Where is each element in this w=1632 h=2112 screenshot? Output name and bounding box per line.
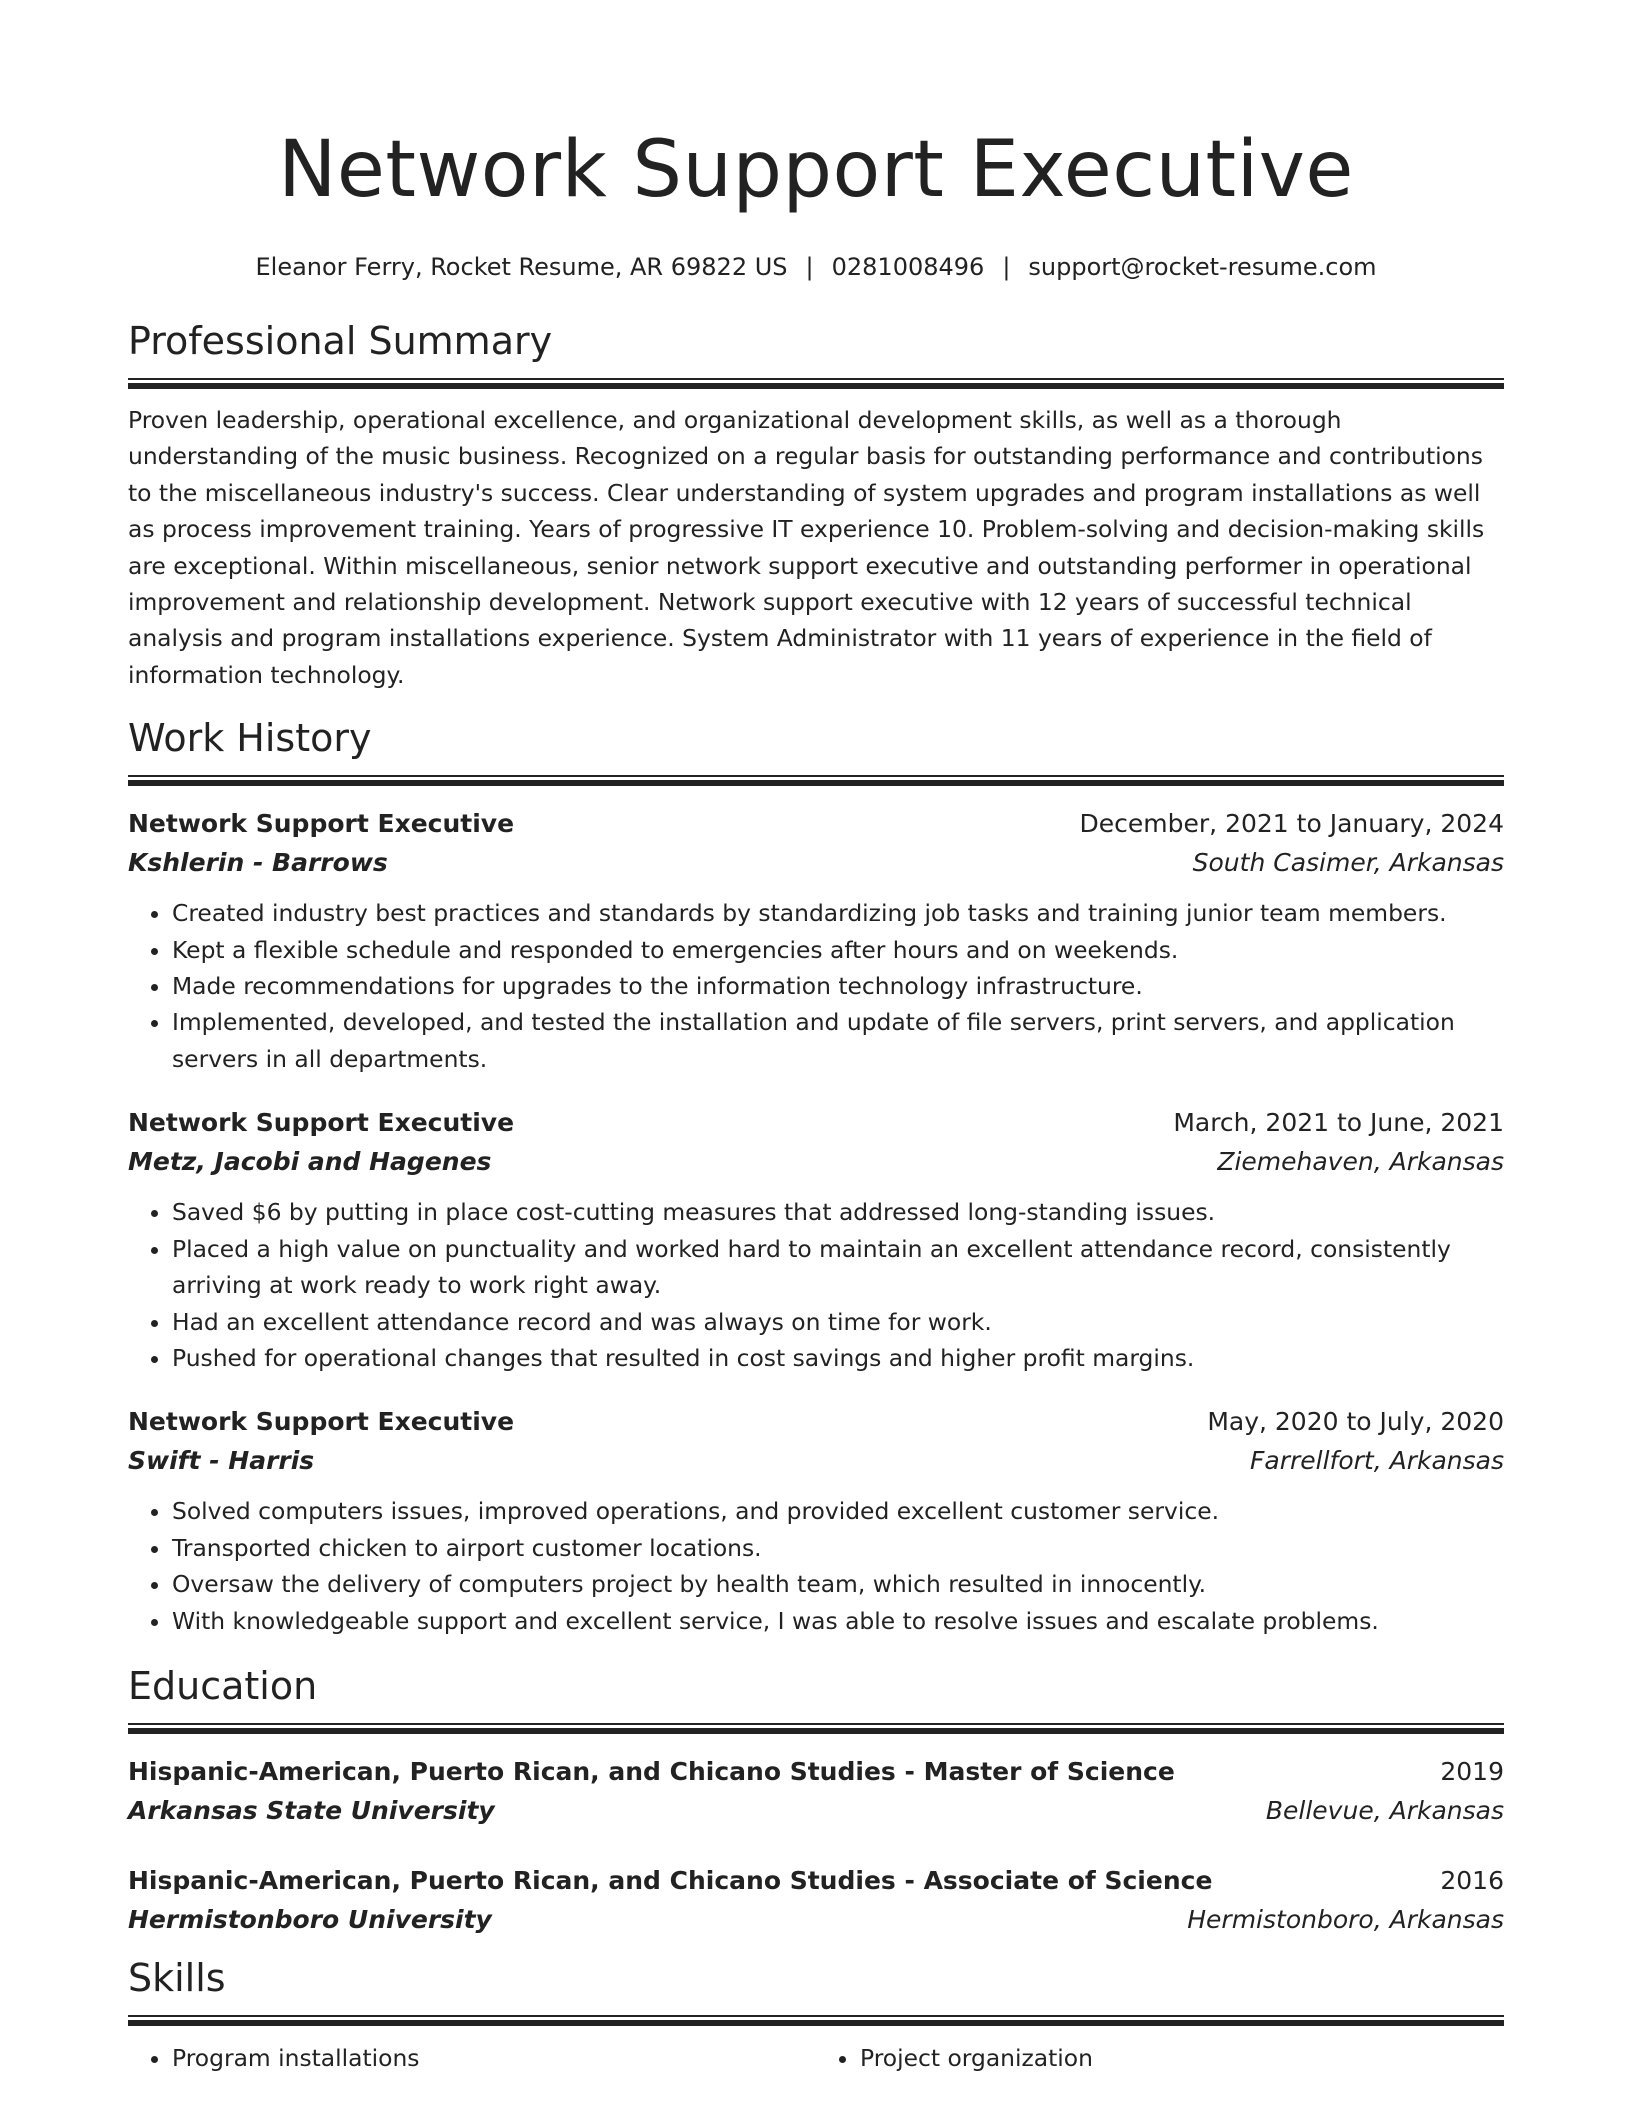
contact-address: Eleanor Ferry, Rocket Resume, AR 69822 US bbox=[255, 253, 788, 281]
job-location: Ziemehaven, Arkansas bbox=[1217, 1147, 1504, 1177]
section-rule bbox=[128, 378, 1504, 389]
job-location: Farrellfort, Arkansas bbox=[1250, 1446, 1504, 1476]
list-item: • Implemented, developed, and tested the installation and update of file servers, print servers, and application servers in all departments. bbox=[172, 1004, 1504, 1077]
list-item: • Project organization bbox=[860, 2040, 1504, 2076]
education-school: Arkansas State University bbox=[128, 1795, 495, 1825]
skills-list-right bbox=[816, 2040, 1504, 2076]
job-header-row bbox=[128, 1103, 1504, 1142]
contact-line bbox=[128, 250, 1504, 284]
job-dates: May, 2020 to July, 2020 bbox=[1207, 1407, 1504, 1437]
list-item: • Placed a high value on punctuality and worked hard to maintain an excellent attendance record, consistently arriving at work ready to work right away. bbox=[172, 1231, 1504, 1304]
section-heading-summary: Professional Summary bbox=[128, 319, 553, 363]
resume-title: Network Support Executive bbox=[278, 125, 1354, 215]
education-degree: Hispanic-American, Puerto Rican, and Chicano Studies - Associate of Science bbox=[128, 1865, 1213, 1895]
job-dates: March, 2021 to June, 2021 bbox=[1173, 1108, 1504, 1138]
contact-separator: | bbox=[805, 253, 814, 281]
job-location: South Casimer, Arkansas bbox=[1192, 848, 1504, 878]
list-item: • Pushed for operational changes that resulted in cost savings and higher profit margins. bbox=[172, 1340, 1504, 1376]
summary-text: Proven leadership, operational excellence, and organizational development skills, as well as a thorough understanding of the music business. Recognized on a regular basis for outstanding performance and contributions to the miscellaneous industry's success. Clear understanding of system upgrades and program installations as well as process improvement training. Years of progressive IT experience 10. Problem-solving and decision-making skills are exceptional. Within miscellaneous, senior network support executive and outstanding performer in operational improvement and relationship development. Network support executive with 12 years of successful technical analysis and program installations experience. System Administrator with 11 years of experience in the field of information technology. bbox=[128, 406, 1485, 689]
education-location: Bellevue, Arkansas bbox=[1265, 1795, 1504, 1825]
education-year: 2016 bbox=[1440, 1865, 1504, 1895]
education-school-row bbox=[128, 1900, 1504, 1939]
education-entry bbox=[128, 1752, 1504, 1830]
job-title: Network Support Executive bbox=[128, 1108, 515, 1138]
contact-phone: 0281008496 bbox=[831, 253, 985, 281]
job-header-row bbox=[128, 804, 1504, 843]
list-item: • Program installations bbox=[172, 2040, 816, 2076]
job-bullets bbox=[128, 1194, 1504, 1376]
job-company-row bbox=[128, 1441, 1504, 1480]
job-title: Network Support Executive bbox=[128, 809, 515, 839]
job-entry bbox=[128, 804, 1504, 1077]
contact-separator: | bbox=[1002, 253, 1011, 281]
job-company: Metz, Jacobi and Hagenes bbox=[128, 1147, 492, 1177]
section-heading-work-history: Work History bbox=[128, 716, 372, 761]
education-degree-row bbox=[128, 1861, 1504, 1900]
section-rule bbox=[128, 775, 1504, 786]
skills-columns bbox=[128, 2040, 1504, 2076]
job-company-row bbox=[128, 843, 1504, 882]
job-title: Network Support Executive bbox=[128, 1407, 515, 1437]
contact-email[interactable]: support@rocket-resume.com bbox=[1028, 253, 1377, 281]
job-company: Kshlerin - Barrows bbox=[128, 848, 388, 878]
job-company: Swift - Harris bbox=[128, 1446, 315, 1476]
education-school: Hermistonboro University bbox=[128, 1904, 492, 1934]
job-bullets bbox=[128, 895, 1504, 1077]
section-rule bbox=[128, 2015, 1504, 2026]
list-item: • With knowledgeable support and excellent service, I was able to resolve issues and escalate problems. bbox=[172, 1603, 1504, 1639]
list-item: • Saved $6 by putting in place cost-cutting measures that addressed long-standing issues. bbox=[172, 1194, 1504, 1230]
education-section bbox=[128, 1663, 1504, 1939]
section-heading-education: Education bbox=[128, 1663, 318, 1708]
summary-section bbox=[128, 318, 1504, 693]
education-degree: Hispanic-American, Puerto Rican, and Chicano Studies - Master of Science bbox=[128, 1756, 1175, 1786]
job-entry bbox=[128, 1103, 1504, 1376]
list-item: • Had an excellent attendance record and was always on time for work. bbox=[172, 1304, 1504, 1340]
section-heading-skills: Skills bbox=[128, 1955, 226, 2000]
job-company-row bbox=[128, 1142, 1504, 1181]
list-item: • Kept a flexible schedule and responded to emergencies after hours and on weekends. bbox=[172, 932, 1504, 968]
section-rule bbox=[128, 1723, 1504, 1734]
list-item: • Created industry best practices and standards by standardizing job tasks and training junior team members. bbox=[172, 895, 1504, 931]
education-location: Hermistonboro, Arkansas bbox=[1187, 1904, 1504, 1934]
job-bullets bbox=[128, 1493, 1504, 1639]
skills-list-left bbox=[128, 2040, 816, 2076]
education-degree-row bbox=[128, 1752, 1504, 1791]
work-history-section bbox=[128, 715, 1504, 1639]
education-year: 2019 bbox=[1440, 1756, 1504, 1786]
education-school-row bbox=[128, 1791, 1504, 1830]
job-dates: December, 2021 to January, 2024 bbox=[1079, 809, 1504, 839]
list-item: • Oversaw the delivery of computers project by health team, which resulted in innocently. bbox=[172, 1566, 1504, 1602]
job-header-row bbox=[128, 1402, 1504, 1441]
list-item: • Solved computers issues, improved operations, and provided excellent customer service. bbox=[172, 1493, 1504, 1529]
list-item: • Made recommendations for upgrades to the information technology infrastructure. bbox=[172, 968, 1504, 1004]
education-entry bbox=[128, 1861, 1504, 1939]
job-entry bbox=[128, 1402, 1504, 1639]
skills-section bbox=[128, 1955, 1504, 2076]
list-item: • Transported chicken to airport customer locations. bbox=[172, 1530, 1504, 1566]
